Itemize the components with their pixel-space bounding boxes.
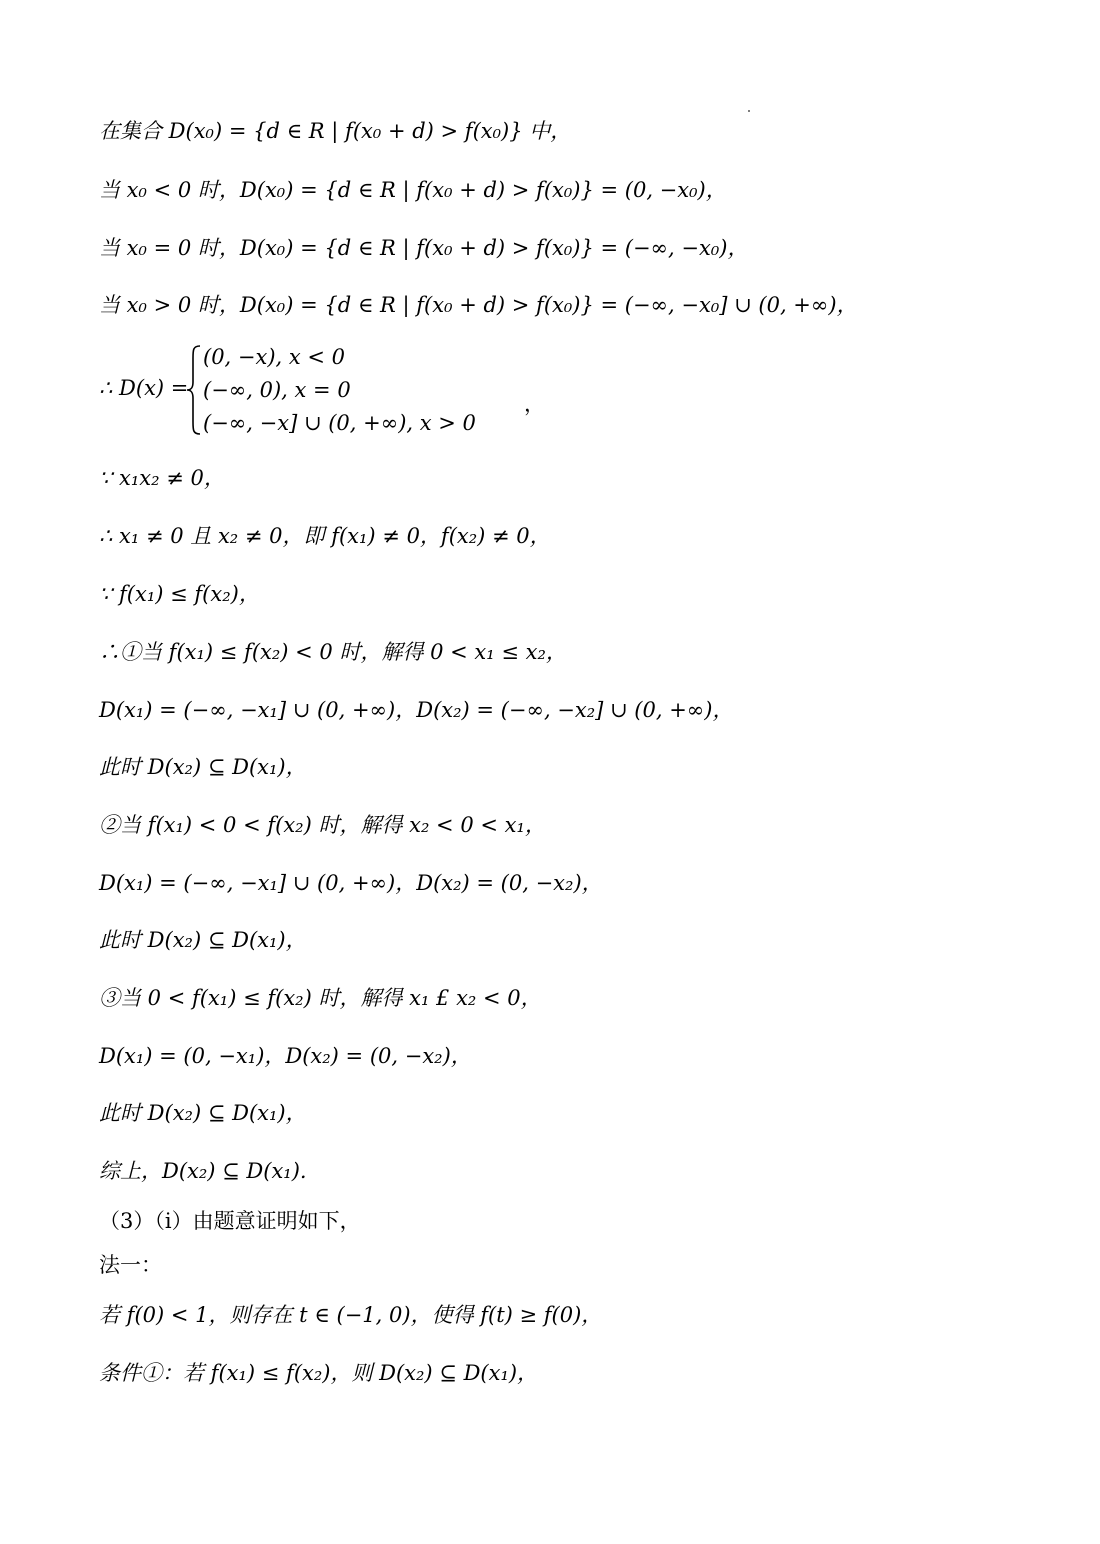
if-f0-line: 若 f(0) < 1，则存在 t ∈ (−1, 0)，使得 f(t) ≥ f(0)， xyxy=(99,1303,603,1327)
set-definition-line: 在集合 D(x₀) = {d ∈ R | f(x₀ + d) > f(x₀)} 中， xyxy=(99,119,572,143)
piecewise-trail: ， xyxy=(524,392,545,416)
case2-sets-line: D(x₁) = (−∞, −x₁] ∪ (0, +∞)，D(x₂) = (0, −x₂)， xyxy=(99,871,603,895)
stray-mark xyxy=(748,110,750,112)
case2-result-line: 此时 D(x₂) ⊆ D(x₁)， xyxy=(99,928,307,952)
because-x1x2-line: ∵ x₁x₂ ≠ 0， xyxy=(99,466,225,490)
case3-sets-line: D(x₁) = (0, −x₁)，D(x₂) = (0, −x₂)， xyxy=(99,1044,472,1068)
summary-line: 综上，D(x₂) ⊆ D(x₁). xyxy=(99,1159,307,1183)
part3-heading-line: （3）（i）由题意证明如下， xyxy=(99,1209,361,1233)
case-negative-line: 当 x₀ < 0 时，D(x₀) = {d ∈ R | f(x₀ + d) > f(x₀)} = (0, −x₀)， xyxy=(99,178,727,202)
piecewise-case-2: (−∞, 0), x = 0 xyxy=(203,378,351,402)
left-brace-icon xyxy=(185,344,203,436)
piecewise-lead: ∴ D(x) = xyxy=(99,376,189,400)
case-zero-line: 当 x₀ = 0 时，D(x₀) = {d ∈ R | f(x₀ + d) > f(x₀)} = (−∞, −x₀)， xyxy=(99,236,749,260)
case1-condition-line: ∴①当 f(x₁) ≤ f(x₂) < 0 时，解得 0 < x₁ ≤ x₂， xyxy=(99,640,567,664)
case-positive-line: 当 x₀ > 0 时，D(x₀) = {d ∈ R | f(x₀ + d) > f(x₀)} = (−∞, −x₀] ∪ (0, +∞)， xyxy=(99,293,858,317)
case2-condition-line: ②当 f(x₁) < 0 < f(x₂) 时，解得 x₂ < 0 < x₁， xyxy=(99,813,546,837)
because-f-le-line: ∵ f(x₁) ≤ f(x₂)， xyxy=(99,582,260,606)
case1-result-line: 此时 D(x₂) ⊆ D(x₁)， xyxy=(99,755,307,779)
therefore-nonzero-line: ∴ x₁ ≠ 0 且 x₂ ≠ 0，即 f(x₁) ≠ 0，f(x₂) ≠ 0， xyxy=(99,524,551,548)
piecewise-case-1: (0, −x), x < 0 xyxy=(203,345,346,369)
condition-one-line: 条件①：若 f(x₁) ≤ f(x₂)，则 D(x₂) ⊆ D(x₁)， xyxy=(99,1361,539,1385)
case3-result-line: 此时 D(x₂) ⊆ D(x₁)， xyxy=(99,1101,307,1125)
case1-sets-line: D(x₁) = (−∞, −x₁] ∪ (0, +∞)，D(x₂) = (−∞, −x₂] ∪ (0, +∞)， xyxy=(99,698,734,722)
piecewise-case-3: (−∞, −x] ∪ (0, +∞), x > 0 xyxy=(203,411,476,435)
case3-condition-line: ③当 0 < f(x₁) ≤ f(x₂) 时，解得 x₁ £ x₂ < 0， xyxy=(99,986,542,1010)
method-one-line: 法一： xyxy=(99,1253,162,1277)
